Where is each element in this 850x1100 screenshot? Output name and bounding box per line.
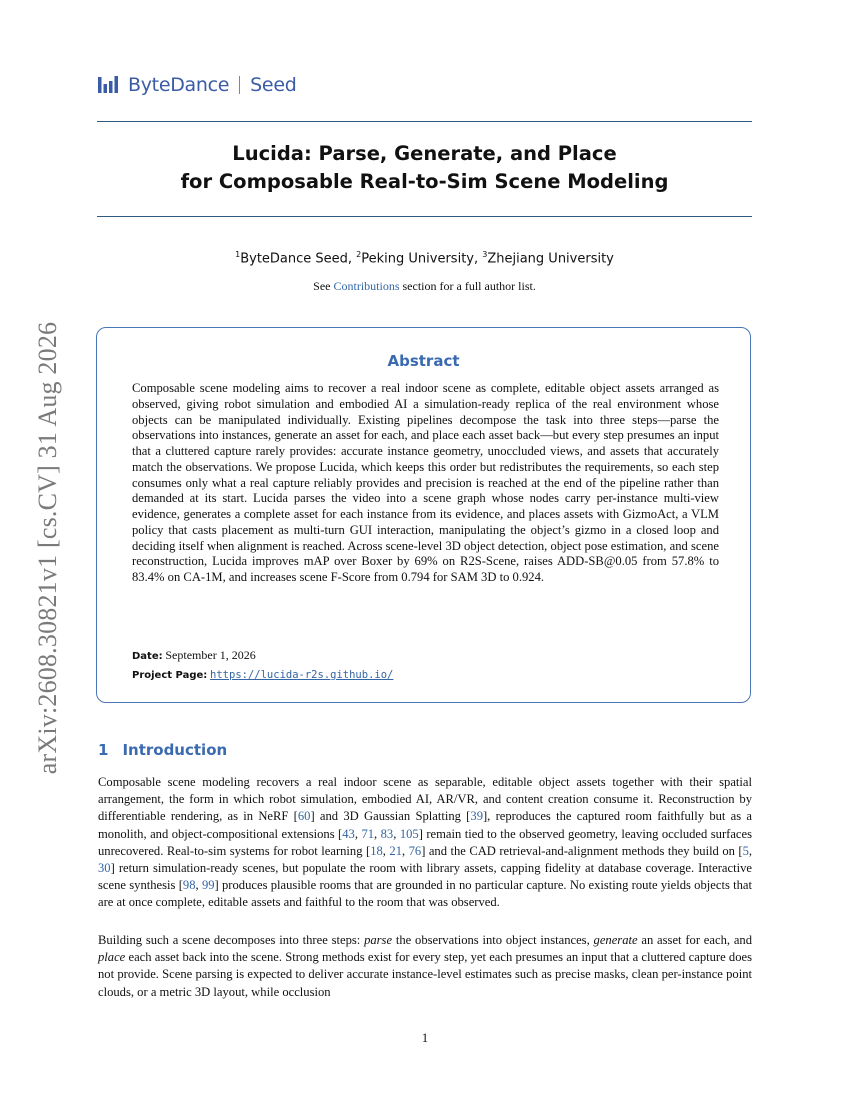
logo-divider	[239, 76, 240, 94]
paragraph-text: ,	[354, 826, 362, 841]
paragraph-text: ,	[195, 878, 202, 893]
contributions-link[interactable]: Contributions	[333, 279, 400, 293]
product-name: Seed	[250, 74, 297, 96]
citation-link[interactable]: 98	[182, 878, 196, 893]
paragraph-text: ] return simulation-ready scenes, but populate the room with library assets, capping fidelity at database coverage. Interactive scene synthesis [	[98, 861, 752, 893]
title-line-1: Lucida: Parse, Generate, and Place	[232, 142, 617, 165]
citation-link[interactable]: 39	[470, 809, 483, 824]
paragraph-text: Composable scene modeling recovers a real indoor scene as separable, editable object assets together with their spatial arrangement, the form in which robot simulation, embodied AI, AR/VR, and content creation consume it. Reconstruction by differentiable rendering, as in NeRF [	[98, 775, 752, 824]
affil-sup: 3	[482, 250, 488, 259]
affiliations: $^1$ByteDance Seed, $^2$Peking University, $^3$Zhejiang University	[235, 250, 614, 267]
paragraph-text: ] remain tied to the observed geometry, leaving occluded surfaces unrecovered. Real-to-sim systems for robot learning [	[98, 826, 753, 858]
affil-sup: 1	[235, 250, 241, 259]
affil-name: Peking University	[361, 251, 474, 267]
title-line-2: for Composable Real-to-Sim Scene Modeling	[180, 170, 669, 193]
paragraph-text: ] and 3D Gaussian Splatting [	[310, 809, 471, 824]
project-label: Project Page:	[132, 670, 208, 681]
abstract-heading: Abstract	[387, 352, 460, 370]
citation-link[interactable]: 18	[370, 843, 383, 858]
paragraph-text: ] and the CAD retrieval-and-alignment methods they build on [	[421, 843, 743, 858]
bytedance-seed-logo	[98, 72, 296, 98]
date-label: Date:	[132, 651, 163, 662]
citation-link[interactable]: 71	[361, 826, 375, 841]
affil-name: Zhejiang University	[487, 251, 614, 267]
affil-sup: 2	[356, 250, 362, 259]
project-row	[132, 666, 393, 685]
intro-paragraph-2	[98, 932, 752, 1001]
contrib-prefix: See	[313, 279, 334, 293]
paragraph-text: each asset back into the scene. Strong methods exist for every step, yet each presumes an input that a cluttered capture does not provide. Scene parsing is expected to deliver accurate instance-level estimates such as precise masks, clean per-instance point clouds, or a metric 3D layout, while occlusion	[98, 950, 752, 999]
intro-paragraph-1	[98, 774, 752, 912]
emphasis-text: place	[98, 950, 126, 965]
paragraph-text: ,	[374, 826, 381, 841]
title-bottom-rule	[97, 216, 752, 217]
section-number: 1	[98, 741, 109, 759]
citation-link[interactable]: 99	[201, 878, 215, 893]
citation-link[interactable]: 105	[399, 826, 419, 841]
section-heading	[98, 741, 227, 759]
brand-name: ByteDance	[128, 74, 230, 96]
paragraph-text: ], reproduces the captured room faithfully but as a monolith, and object-compositional extensions [	[98, 809, 753, 841]
arxiv-stamp: arXiv:2608.30821v1 [cs.CV] 31 Aug 2026	[33, 321, 62, 775]
abstract-text: Composable scene modeling aims to recover a real indoor scene as complete, editable object assets arranged as observed, giving robot simulation and embodied AI a simulation-ready replica of the real environment whose objects can be manipulated individually. Existing pipelines decompose the task into three steps—parse the observations into instances, generate an asset for each, and place each asset back—but every step presumes an input that a cluttered capture rarely provides: accurate instance geometry, unoccluded views, and assets that accurately match the observations. We propose Lucida, which keeps this order but redistributes the requirements, so each step consumes only what a real capture reliably provides and precision is reached at the end of the pipeline rather than demanded at its start. Lucida parses the video into a scene graph whose nodes carry per-instance multi-view evidence, generates a complete asset for each instance from its evidence, and places assets with GizmoAct, a VLM policy that casts placement as multi-turn GUI interaction, manipulating the object’s gizmo in a closed loop and deciding itself when alignment is reached. Across scene-level 3D object detection, object pose estimation, and scene reconstruction, Lucida improves mAP over Boxer by 69% on R2S-Scene, raises ADD-SB@0.05 from 57.8% to 83.4% on CA-1M, and increases scene F-Score from 0.794 for SAM 3D to 0.924.	[132, 381, 719, 584]
emphasis-text: generate	[593, 933, 638, 947]
bar-chart-logo-icon	[98, 75, 122, 95]
section-title: Introduction	[122, 741, 228, 759]
contributions-note	[97, 279, 752, 294]
citation-link[interactable]: 21	[389, 843, 402, 858]
paragraph-text: the observations into object instances,	[392, 933, 594, 947]
citation-link[interactable]: 60	[297, 809, 311, 824]
paragraph-text: an asset for each, and	[637, 933, 752, 947]
abstract-box	[96, 327, 751, 703]
citation-link[interactable]: 30	[98, 861, 111, 876]
paragraph-text: ] produces plausible rooms that are grounded in no particular capture. No existing route yields objects that are at once complete, editable assets and faithful to the room that was observed.	[98, 878, 753, 910]
page-number: 1	[421, 1031, 429, 1045]
title-top-rule	[97, 121, 752, 122]
affil-name: ByteDance Seed	[240, 251, 348, 267]
paragraph-text: Building such a scene decomposes into three steps:	[98, 933, 365, 947]
citation-link[interactable]: 43	[342, 826, 355, 841]
paragraph-text: ,	[382, 843, 390, 858]
abstract-meta	[132, 646, 393, 685]
paragraph-text: ,	[401, 843, 409, 858]
citation-link[interactable]: 83	[380, 826, 394, 841]
paragraph-text: ,	[393, 826, 400, 841]
citation-link[interactable]: 5	[742, 843, 749, 858]
contrib-suffix: section for a full author list.	[399, 279, 536, 293]
emphasis-text: parse	[364, 933, 393, 947]
date-value: September 1, 2026	[165, 648, 256, 662]
date-row	[132, 646, 393, 666]
project-url-link[interactable]: https://lucida-r2s.github.io/	[210, 669, 394, 681]
citation-link[interactable]: 76	[408, 843, 422, 858]
paper-title	[97, 140, 752, 196]
paragraph-text: ,	[748, 843, 753, 858]
